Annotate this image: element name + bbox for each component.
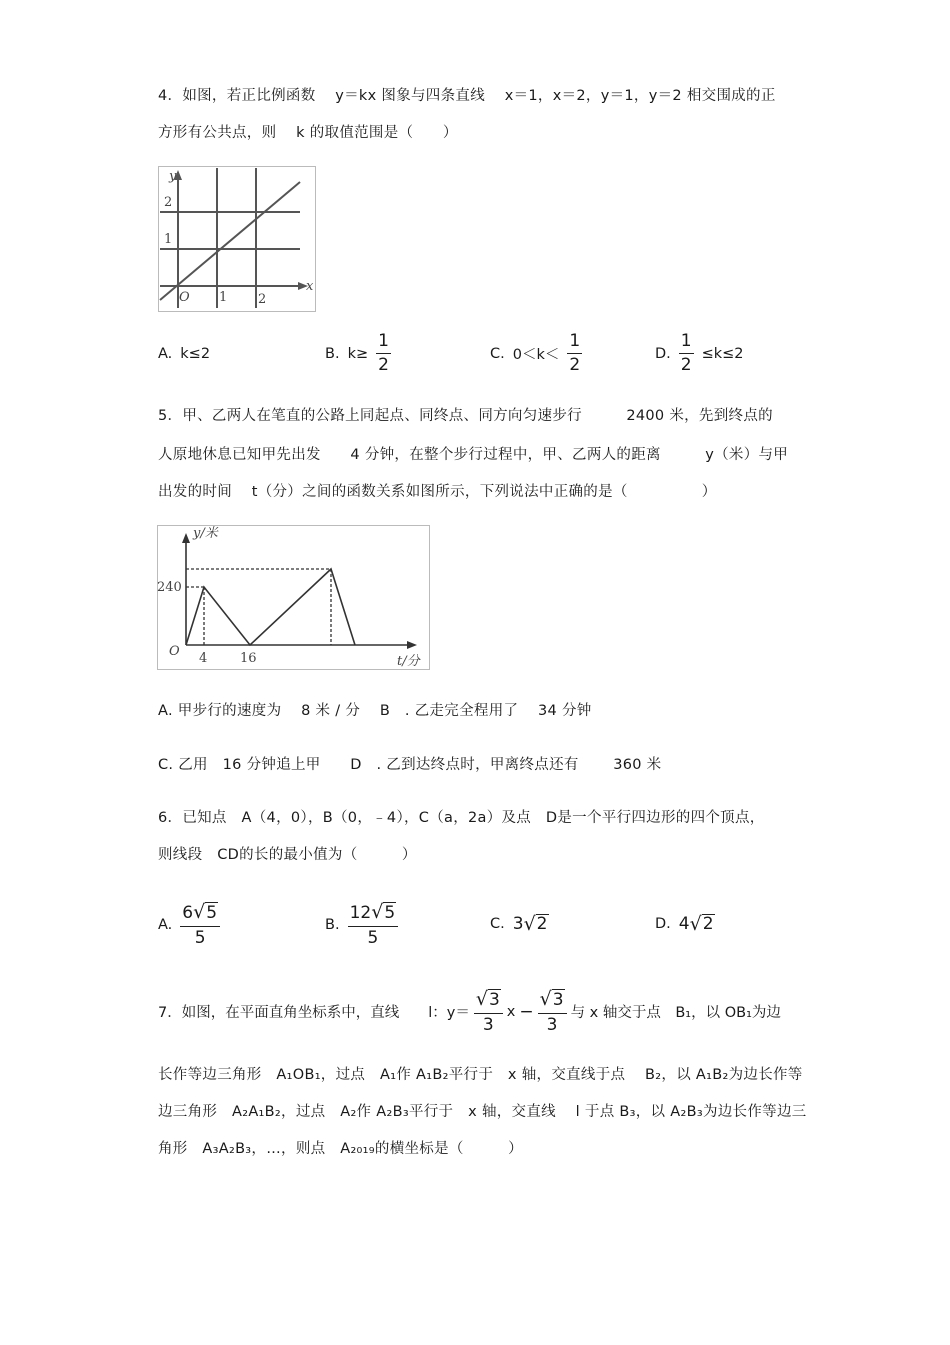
q4-graph	[158, 166, 316, 312]
q7-frac1-den: 3	[482, 1014, 494, 1035]
q4-option-b[interactable]	[325, 333, 391, 374]
q6-option-b-fraction: $\frac{12√5}{5}$	[348, 903, 399, 947]
q6-option-b-rad: 5	[384, 903, 396, 923]
q5-graph	[157, 525, 430, 670]
q4-option-c-den: 2	[569, 355, 581, 375]
q6-option-d-coef: 4	[678, 914, 690, 934]
q4-text-line2: 方形有公共点，则 k 的取值范围是（ ）	[158, 125, 458, 141]
q4-tick-x1: 1	[219, 290, 228, 305]
q4-line-kx	[160, 182, 300, 300]
q4-origin-label: O	[179, 290, 190, 305]
q6-option-d-rad: 2	[702, 914, 714, 935]
q4-option-d-post: ≤k≤2	[701, 345, 744, 362]
q6-option-b-den: 5	[367, 927, 379, 948]
q7-text-line4: 角形 A₃A₂B₃，…，则点 A₂₀₁₉的横坐标是（ ）	[158, 1141, 523, 1157]
q4-y-label: y	[169, 169, 177, 184]
q4-option-a-text: k≤2	[180, 346, 211, 362]
q7-minus: −	[519, 1001, 534, 1022]
q4-tick-y2: 2	[164, 195, 173, 210]
q4-option-c-label: C.	[490, 345, 505, 362]
q5-origin-label: O	[169, 644, 180, 659]
q4-text-line1: 4．如图，若正比例函数 y＝kx 图象与四条直线 x＝1，x＝2，y＝1，y＝2 相交围成的正	[158, 88, 776, 104]
q6-option-c-label: C.	[490, 916, 505, 932]
q4-option-d-den: 2	[680, 355, 692, 375]
q7-frac2-den: 3	[546, 1014, 558, 1035]
q5-options-ab[interactable]: A. 甲步行的速度为 8 米 / 分 B . 乙走完全程用了 34 分钟	[158, 703, 592, 719]
q4-option-d[interactable]	[655, 333, 744, 374]
q7-post: 与 x 轴交于点 B₁，以 OB₁为边	[570, 1005, 781, 1022]
q6-option-c-coef: 3	[512, 914, 524, 934]
q4-option-a-label: A.	[158, 346, 173, 362]
q7-mid-x: x	[506, 1003, 516, 1020]
q4-option-b-fraction	[376, 333, 391, 374]
q4-option-b-pre: k≥	[347, 345, 369, 362]
q4-option-c-pre: 0＜k＜	[512, 347, 560, 363]
q6-option-d[interactable]: D. 4 √ 2	[655, 913, 714, 935]
q6-option-d-label: D.	[655, 916, 671, 932]
q5-graph-border	[158, 526, 430, 670]
q6-option-a-den: 5	[194, 927, 206, 948]
q5-x-label: t/分	[397, 654, 420, 669]
q6-text-line1: 6．已知点 A（4，0），B（0，﹣4），C（a，2a）及点 D是一个平行四边形的四个顶点，	[158, 810, 765, 826]
q6-option-a-rad: 5	[206, 903, 218, 923]
q6-option-c[interactable]: C. 3 √ 2	[490, 913, 548, 935]
q5-y-arrow	[182, 533, 190, 543]
q4-tick-y1: 1	[164, 232, 173, 247]
q5-text-line2: 人原地休息已知甲先出发 4 分钟，在整个步行过程中，甲、乙两人的距离 y（米）与甲	[158, 447, 789, 463]
q5-tick-4: 4	[199, 651, 208, 666]
q4-tick-x2: 2	[258, 292, 267, 307]
q4-x-label: x	[306, 279, 314, 294]
q6-option-b[interactable]	[325, 903, 398, 947]
q4-option-d-label: D.	[655, 345, 671, 362]
q7-text-line1	[158, 990, 781, 1034]
q5-y-label: y/米	[193, 526, 218, 541]
q6-option-c-rad: 2	[536, 914, 548, 935]
q5-distance-line	[186, 569, 355, 645]
q4-option-d-num: 1	[680, 331, 692, 351]
q4-option-b-den: 2	[378, 355, 389, 375]
q4-option-c[interactable]	[490, 333, 582, 374]
q6-option-a[interactable]	[158, 903, 220, 947]
q7-text-line2: 长作等边三角形 A₁OB₁，过点 A₁作 A₁B₂平行于 x 轴，交直线于点 B₂，以 A₁B₂为边长作等	[158, 1067, 803, 1083]
q5-tick-16: 16	[240, 651, 257, 666]
q4-option-b-label: B.	[325, 345, 340, 362]
q7-text-line3: 边三角形 A₂A₁B₂，过点 A₂作 A₂B₃平行于 x 轴，交直线 l 于点 B₃，以 A₂B₃为边长作等边三	[158, 1104, 807, 1120]
q6-option-a-label: A.	[158, 916, 173, 933]
q6-text-line2: 则线段 CD的长的最小值为（ ）	[158, 847, 417, 863]
q4-option-d-fraction	[679, 333, 694, 374]
q5-text-line3: 出发的时间 t（分）之间的函数关系如图所示，下列说法中正确的是（ ）	[158, 484, 717, 500]
q4-option-c-num: 1	[569, 331, 581, 351]
q4-option-b-num: 1	[378, 331, 389, 351]
q4-option-a[interactable]	[158, 346, 210, 362]
q4-option-c-fraction	[567, 333, 582, 374]
q5-x-arrow	[407, 641, 417, 649]
q6-option-a-coef: 6	[182, 903, 194, 923]
q7-frac2-rad: 3	[552, 990, 564, 1010]
q7-frac1-rad: 3	[488, 990, 500, 1010]
q5-text-line1: 5．甲、乙两人在笔直的公路上同起点、同终点、同方向匀速步行 2400 米，先到终点的	[158, 408, 773, 424]
q6-option-b-label: B.	[325, 916, 340, 933]
q6-option-a-fraction: $\frac{6√5}{5}$	[180, 903, 220, 947]
q7-pre: 7．如图，在平面直角坐标系中，直线 l：y＝	[158, 1005, 470, 1022]
q7-frac-1: $\frac{√3}{3}$	[474, 990, 503, 1034]
q6-option-b-coef: 12	[349, 903, 372, 923]
q7-frac-2: $\frac{√3}{3}$	[538, 990, 567, 1034]
q5-options-cd[interactable]: C. 乙用 16 分钟追上甲 D . 乙到达终点时，甲离终点还有 360 米	[158, 757, 662, 773]
q5-tick-240: 240	[157, 580, 182, 595]
